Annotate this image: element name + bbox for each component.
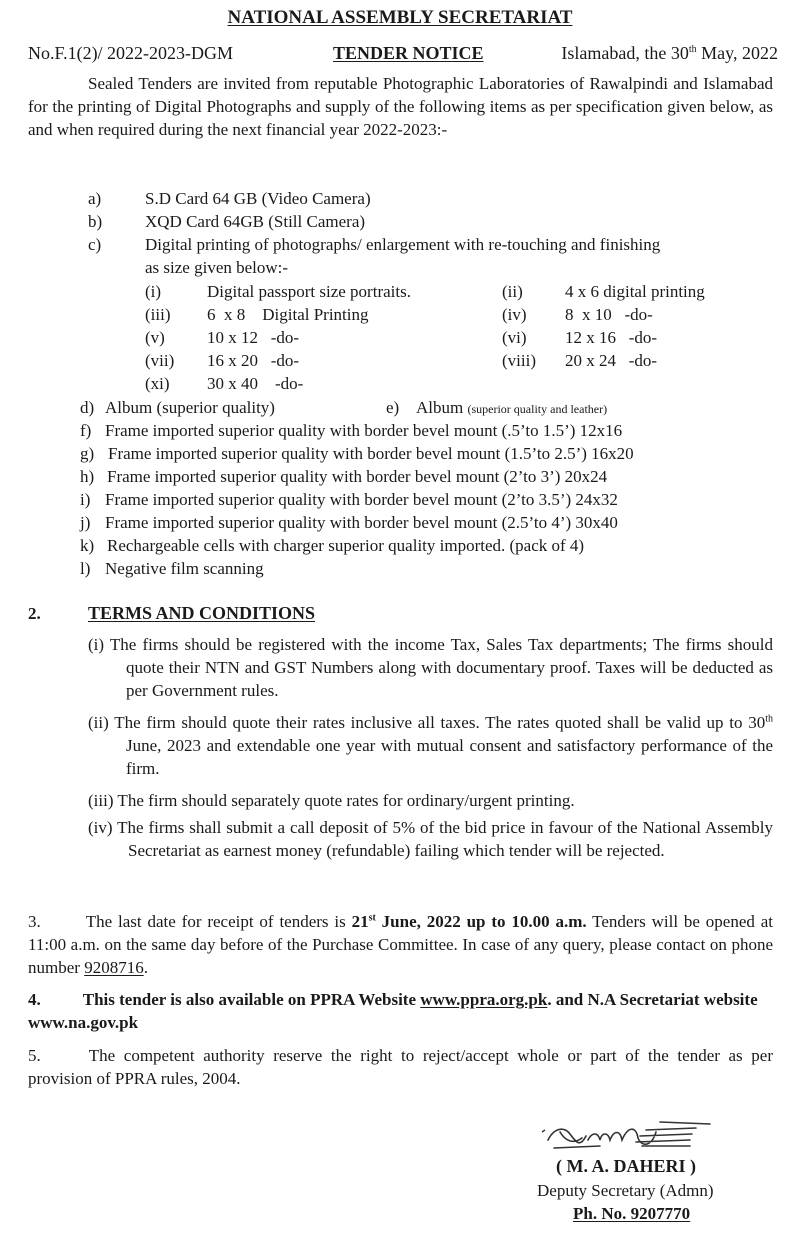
signatory-name: ( M. A. DAHERI ) <box>556 1156 696 1176</box>
term-i: (i) The firms should be registered with the income Tax, Sales Tax departments; The firms should quote their NTN and GST Numbers along with documentary proof. Taxes will be deducted as per Government rules. <box>88 635 773 700</box>
signatory-phone: Ph. No. 9207770 <box>573 1204 691 1223</box>
size-row: (v) 10 x 12 -do- (vi) 12 x 16 -do- <box>145 328 658 347</box>
term-iv: (iv) The firms shall submit a call deposit of 5% of the bid price in favour of the National Assembly Secretariat as earnest money (refundable) failing which tender will be rejected. <box>88 818 773 860</box>
size-row: (iii) 6 x 8 Digital Printing (iv) 8 x 10 -do- <box>145 305 653 324</box>
section-2-number: 2. <box>28 604 41 623</box>
size-row: (i) Digital passport size portraits. (ii) 4 x 6 digital printing <box>145 282 705 301</box>
section-3: 3. The last date for receipt of tenders is 21st June, 2022 up to 10.00 a.m. Tenders will be opened at 11:00 a.m. on the same day before of the Purchase Committee. In case of any query, please contact on phone number 9208716. <box>28 912 774 977</box>
na-website-link[interactable]: www.na.gov.pk <box>28 1013 139 1032</box>
contact-phone: 9208716 <box>84 958 144 977</box>
list-item-c-continued: as size given below:- <box>145 258 289 277</box>
size-row: (vii) 16 x 20 -do- (viii) 20 x 24 -do- <box>145 351 658 370</box>
intro-paragraph: Sealed Tenders are invited from reputable Photographic Laboratories of Rawalpindi and Islamabad for the printing of Digital Photographs and supply of the following items as per specification given below, as and when required during the next financial year 2022-2023:- <box>28 74 773 139</box>
term-ii: (ii) The firm should quote their rates inclusive all taxes. The rates quoted shall be valid up to 30th June, 2023 and extendable one year with mutual consent and satisfactory performance of the firm. <box>88 713 773 778</box>
section-5: 5. The competent authority reserve the right to reject/accept whole or part of the tender as per provision of PPRA rules, 2004. <box>28 1046 773 1088</box>
notice-title: TENDER NOTICE <box>333 43 484 63</box>
signatory-designation: Deputy Secretary (Admn) <box>537 1181 714 1200</box>
reference-number: No.F.1(2)/ 2022-2023-DGM <box>28 43 234 63</box>
list-item-d-e: d) Album (superior quality) e) Album (superior quality and leather) <box>80 398 608 417</box>
term-iii: (iii) The firm should separately quote rates for ordinary/urgent printing. <box>88 791 575 810</box>
signature-image <box>540 1118 720 1158</box>
reference-line <box>28 42 778 66</box>
section-2-heading: TERMS AND CONDITIONS <box>88 603 316 623</box>
size-row: (xi) 30 x 40 -do- <box>145 374 304 393</box>
notice-date: Islamabad, the 30th May, 2022 <box>561 43 778 63</box>
ppra-website-link[interactable]: www.ppra.org.pk <box>420 990 548 1009</box>
document-title: NATIONAL ASSEMBLY SECRETARIAT <box>227 7 573 28</box>
section-4: 4. This tender is also available on PPRA Website www.ppra.org.pk. and N.A Secretariat website www.na.gov.pk <box>28 990 758 1032</box>
